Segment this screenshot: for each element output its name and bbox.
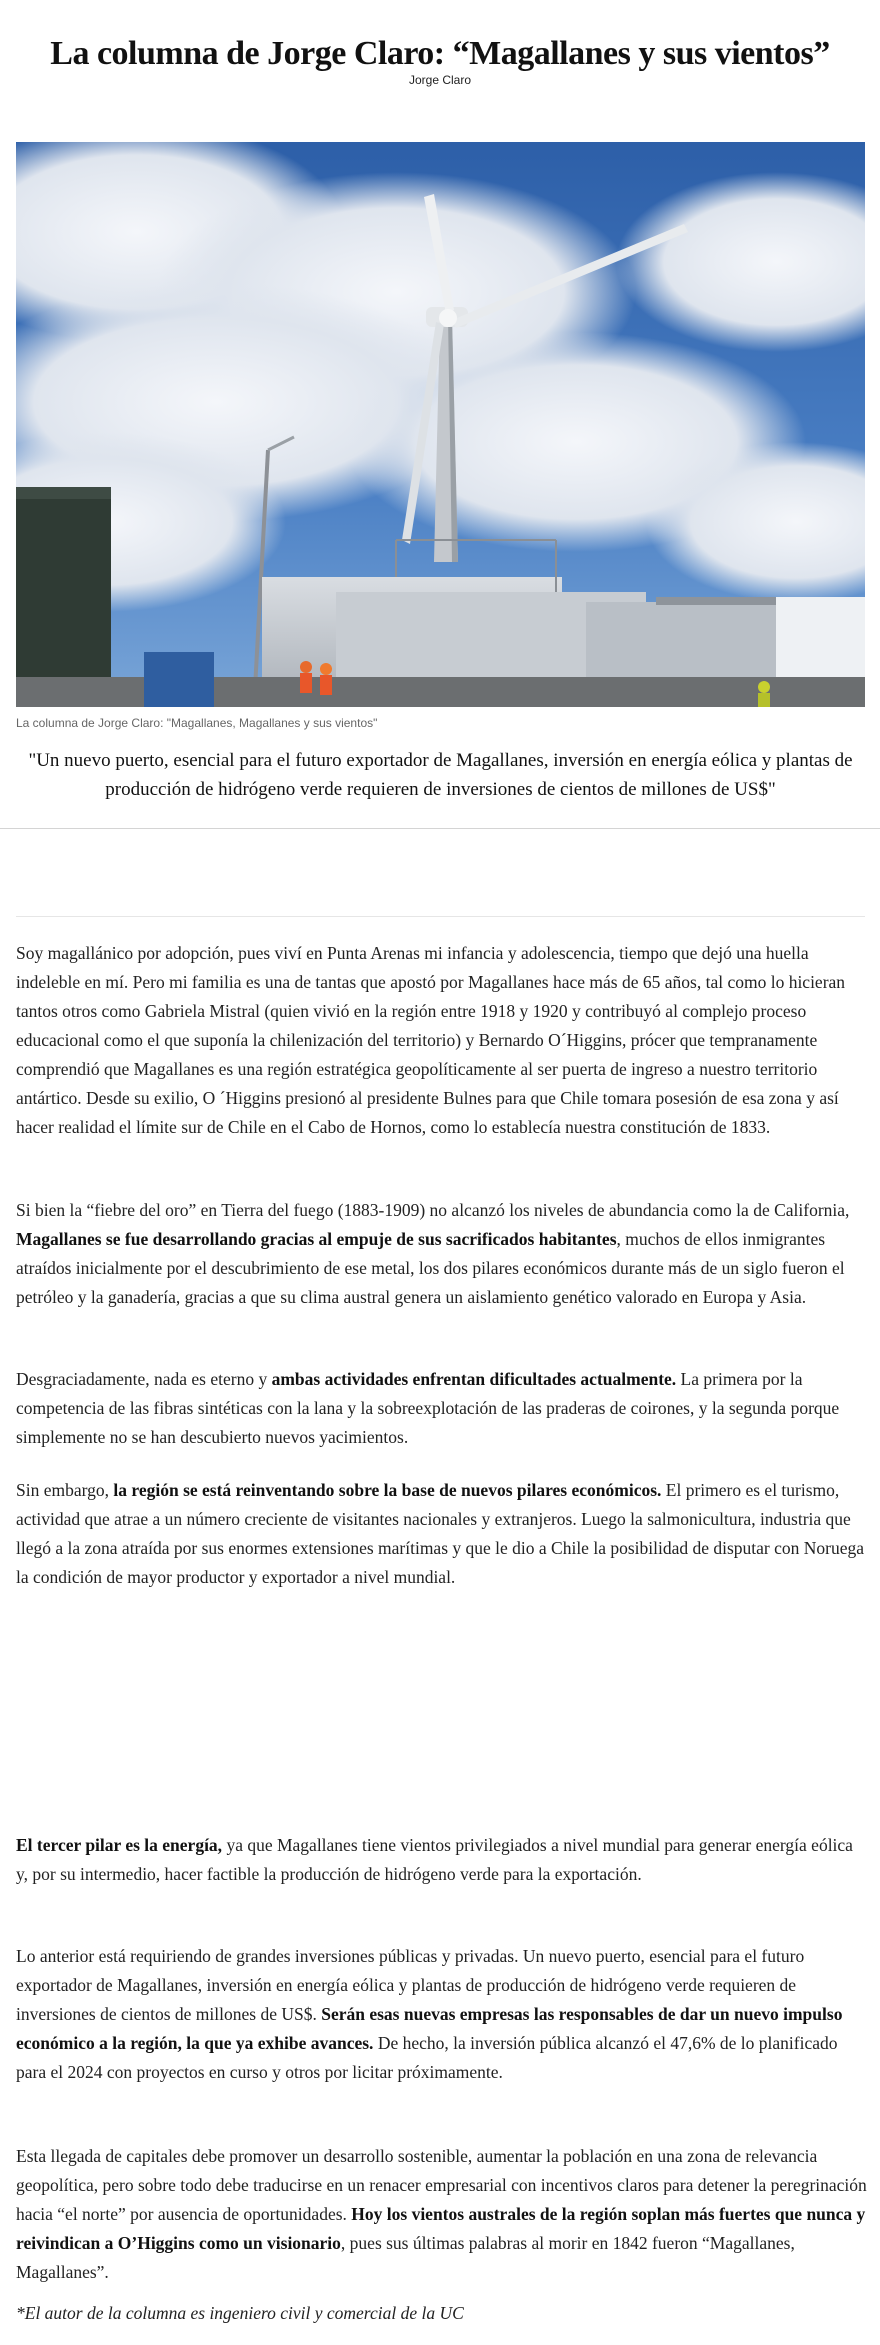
paragraph-highlight: Hoy los vientos australes de la región soplan más fuertes que nunca y reivindican a O’Higgins como un visionario — [16, 2204, 866, 2253]
paragraph-text: Sin embargo, — [16, 1480, 114, 1500]
paragraph-highlight: ambas actividades enfrentan dificultades actualmente. — [271, 1369, 677, 1389]
article-headline: La columna de Jorge Claro: “Magallanes y sus vientos” — [50, 34, 830, 72]
author-footnote — [16, 2299, 868, 2328]
paragraph-highlight: Serán esas nuevas empresas las responsables de dar un nuevo impulso económico a la región, la que ya exhibe avances. — [16, 2004, 843, 2053]
pull-quote: "Un nuevo puerto, esencial para el futuro exportador de Magallanes, inversión en energía eólica y plantas de producción de hidrógeno verde requieren de inversiones de cientos de millones de US$" — [28, 750, 853, 800]
paragraph-text: ya que Magallanes tiene vientos privilegiados a nivel mundial para generar energía eólica y, por su intermedio, hacer factible la producción de hidrógeno verde para la exportación. — [16, 1835, 853, 1884]
paragraph-text: , muchos de ellos inmigrantes atraídos inicialmente por el descubrimiento de ese metal, los dos pilares económicos durante más de un siglo fueron el petróleo y la ganadería, gracias a que su clima austral genera un aislamiento genético valorado en Europa y Asia. — [16, 1229, 845, 1307]
image-caption: La columna de Jorge Claro: "Magallanes, Magallanes y sus vientos" — [16, 716, 378, 730]
paragraph-text: La primera por la competencia de las fibras sintéticas con la lana y la sobreexplotación de las praderas de coirones, y la segunda porque simplemente no se han descubierto nuevos yacimientos. — [16, 1369, 840, 1447]
paragraph-text: Soy magallánico por adopción, pues viví en Punta Arenas mi infancia y adolescencia, tiempo que dejó una huella indeleble en mí. Pero mi familia es una de tantas que apostó por Magallanes hace más de 65 años, tal como lo hicieran tantos otros como Gabriela Mistral (quien vivió en la región entre 1918 y 1920 y contribuyó al complejo proceso educacional como el que suponía la chilenización del territorio) y Bernardo O´Higgins, prócer que tempranamente comprendió que Magallanes es una región estratégica geopolíticamente al ser puerta de ingreso a nuestro territorio antártico. Desde su exilio, O ´Higgins presionó al presidente Bulnes para que Chile tomara posesión de esa zona y así hacer realidad el límite sur de Chile en el Cabo de Hornos, como lo establecía nuestra constitución de 1833. — [16, 943, 846, 1137]
paragraph-3 — [16, 1365, 868, 1452]
paragraph-text: Lo anterior está requiriendo de grandes inversiones públicas y privadas. Un nuevo puerto, esencial para el futuro exportador de Magallanes, inversión en energía eólica y plantas de producción de hidrógeno verde requieren de inversiones de cientos de millones de US$. — [16, 1946, 805, 2024]
paragraph-highlight: la región se está reinventando sobre la base de nuevos pilares económicos. — [113, 1480, 662, 1500]
paragraph-text: Si bien la “fiebre del oro” en Tierra del fuego (1883-1909) no alcanzó los niveles de abundancia como la de California, — [16, 1200, 850, 1220]
paragraph-text: De hecho, la inversión pública alcanzó el 47,6% de lo planificado para el 2024 con proyectos en curso y otros por licitar próximamente. — [16, 2033, 838, 2082]
paragraph-text: El primero es el turismo, actividad que atrae a un número creciente de visitantes nacionales y extranjeros. Luego la salmonicultura, industria que llegó a la zona atraída por sus enormes extensiones marítimas y que le dio a Chile la posibilidad de disputar con Noruega la condición de mayor productor y exportador a nivel mundial. — [16, 1480, 865, 1587]
paragraph-7 — [16, 2142, 868, 2287]
content-divider — [16, 916, 865, 917]
paragraph-1 — [16, 939, 868, 1142]
paragraph-6 — [16, 1942, 868, 2087]
paragraph-text: Desgraciadamente, nada es eterno y — [16, 1369, 272, 1389]
paragraph-text: , pues sus últimas palabras al morir en 1842 fueron “Magallanes, Magallanes”. — [16, 2233, 795, 2282]
paragraph-highlight: Magallanes se fue desarrollando gracias al empuje de sus sacrificados habitantes — [16, 1229, 617, 1249]
hero-image — [16, 142, 865, 707]
paragraph-highlight: El tercer pilar es la energía, — [16, 1835, 223, 1855]
paragraph-5 — [16, 1831, 868, 1889]
section-divider — [0, 828, 880, 829]
paragraph-2 — [16, 1196, 868, 1312]
paragraph-4 — [16, 1476, 868, 1592]
paragraph-text: Esta llegada de capitales debe promover un desarrollo sostenible, aumentar la población en una zona de relevancia geopolítica, pero sobre todo debe traducirse en un renacer empresarial con incentivos claros para detener la peregrinación hacia “el norte” por ausencia de oportunidades. — [16, 2146, 867, 2224]
footnote-text: *El autor de la columna es ingeniero civil y comercial de la UC — [16, 2303, 464, 2323]
author-byline[interactable]: Jorge Claro — [408, 73, 472, 87]
wind-turbine-photo — [16, 142, 865, 707]
